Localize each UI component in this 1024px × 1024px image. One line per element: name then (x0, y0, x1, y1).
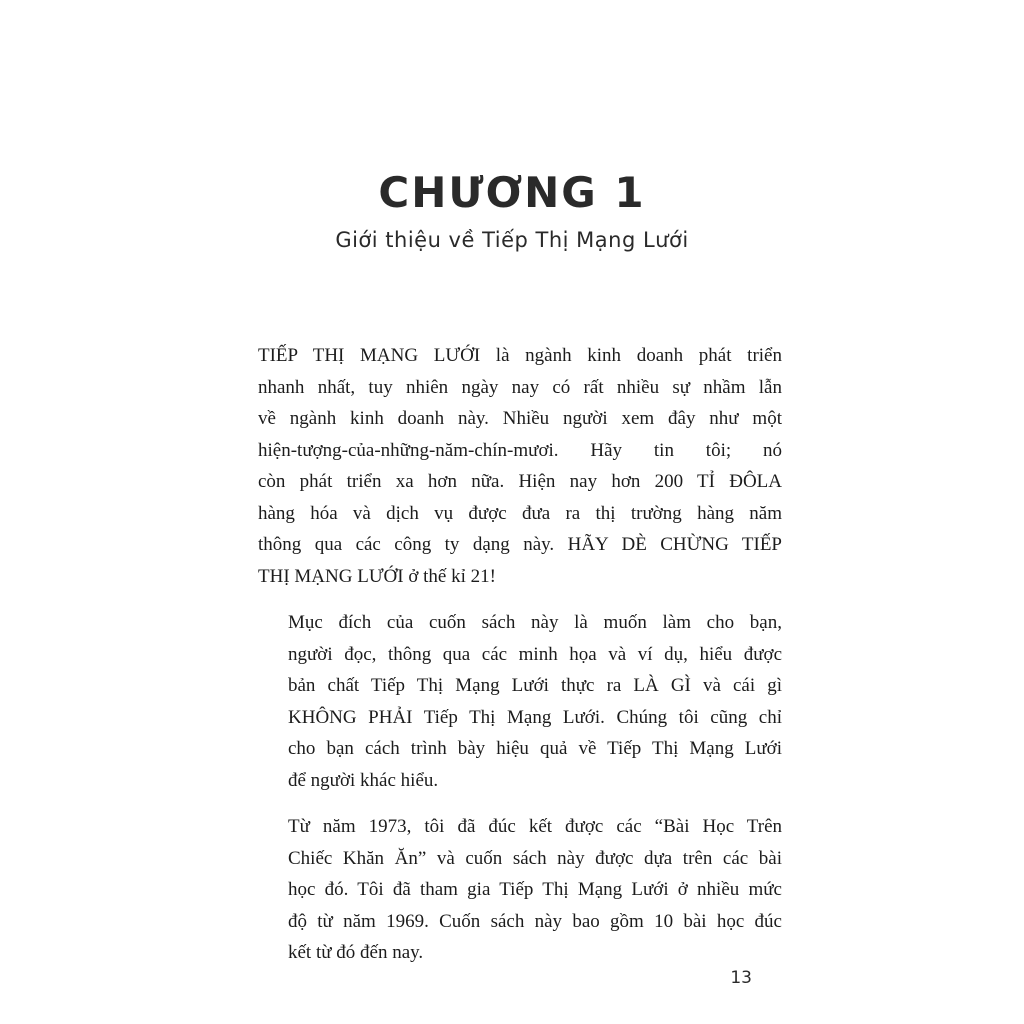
text-line: cho bạn cách trình bày hiệu quả về Tiếp Thị Mạng Lưới (288, 738, 782, 759)
text-line: Từ năm 1973, tôi đã đúc kết được các “Bài Học Trên (288, 816, 782, 837)
paragraph-1 (258, 340, 782, 592)
text-line: hàng hóa và dịch vụ được đưa ra thị trường hàng năm (258, 502, 782, 524)
paragraph-3 (258, 811, 782, 969)
text-line: bản chất Tiếp Thị Mạng Lưới thực ra LÀ GÌ và cái gì (288, 675, 782, 696)
text-line: nhanh nhất, tuy nhiên ngày nay có rất nhiều sự nhầm lẫn (258, 376, 782, 398)
body-text (258, 340, 782, 984)
text-line: để người khác hiểu. (288, 769, 439, 791)
text-line: độ từ năm 1969. Cuốn sách này bao gồm 10 bài học đúc (288, 910, 782, 932)
paragraph-2 (258, 607, 782, 796)
text-line: người đọc, thông qua các minh họa và ví dụ, hiểu được (288, 643, 782, 665)
text-line: Mục đích của cuốn sách này là muốn làm cho bạn, (288, 612, 782, 633)
text-line: KHÔNG PHẢI Tiếp Thị Mạng Lưới. Chúng tôi cũng chỉ (288, 706, 782, 728)
text-line: THỊ MẠNG LƯỚI ở thế kỉ 21! (258, 565, 496, 587)
text-line: còn phát triển xa hơn nữa. Hiện nay hơn 200 TỈ ĐÔLA (258, 471, 782, 492)
text-line: học đó. Tôi đã tham gia Tiếp Thị Mạng Lưới ở nhiều mức (288, 879, 782, 900)
chapter-title: CHƯƠNG 1 (378, 168, 646, 217)
text-line: TIẾP THỊ MẠNG LƯỚI là ngành kinh doanh phát triển (258, 345, 782, 366)
page-number: 13 (730, 968, 752, 988)
text-line: kết từ đó đến nay. (288, 942, 424, 963)
text-line: về ngành kinh doanh này. Nhiều người xem đây như một (258, 408, 782, 429)
text-line: Chiếc Khăn Ăn” và cuốn sách này được dựa trên các bài (288, 847, 782, 869)
chapter-subtitle: Giới thiệu về Tiếp Thị Mạng Lưới (335, 228, 689, 252)
text-line: thông qua các công ty dạng này. HÃY DÈ CHỪNG TIẾP (258, 534, 782, 555)
text-line: hiện-tượng-của-những-năm-chín-mươi. Hãy tin tôi; nó (258, 439, 782, 461)
